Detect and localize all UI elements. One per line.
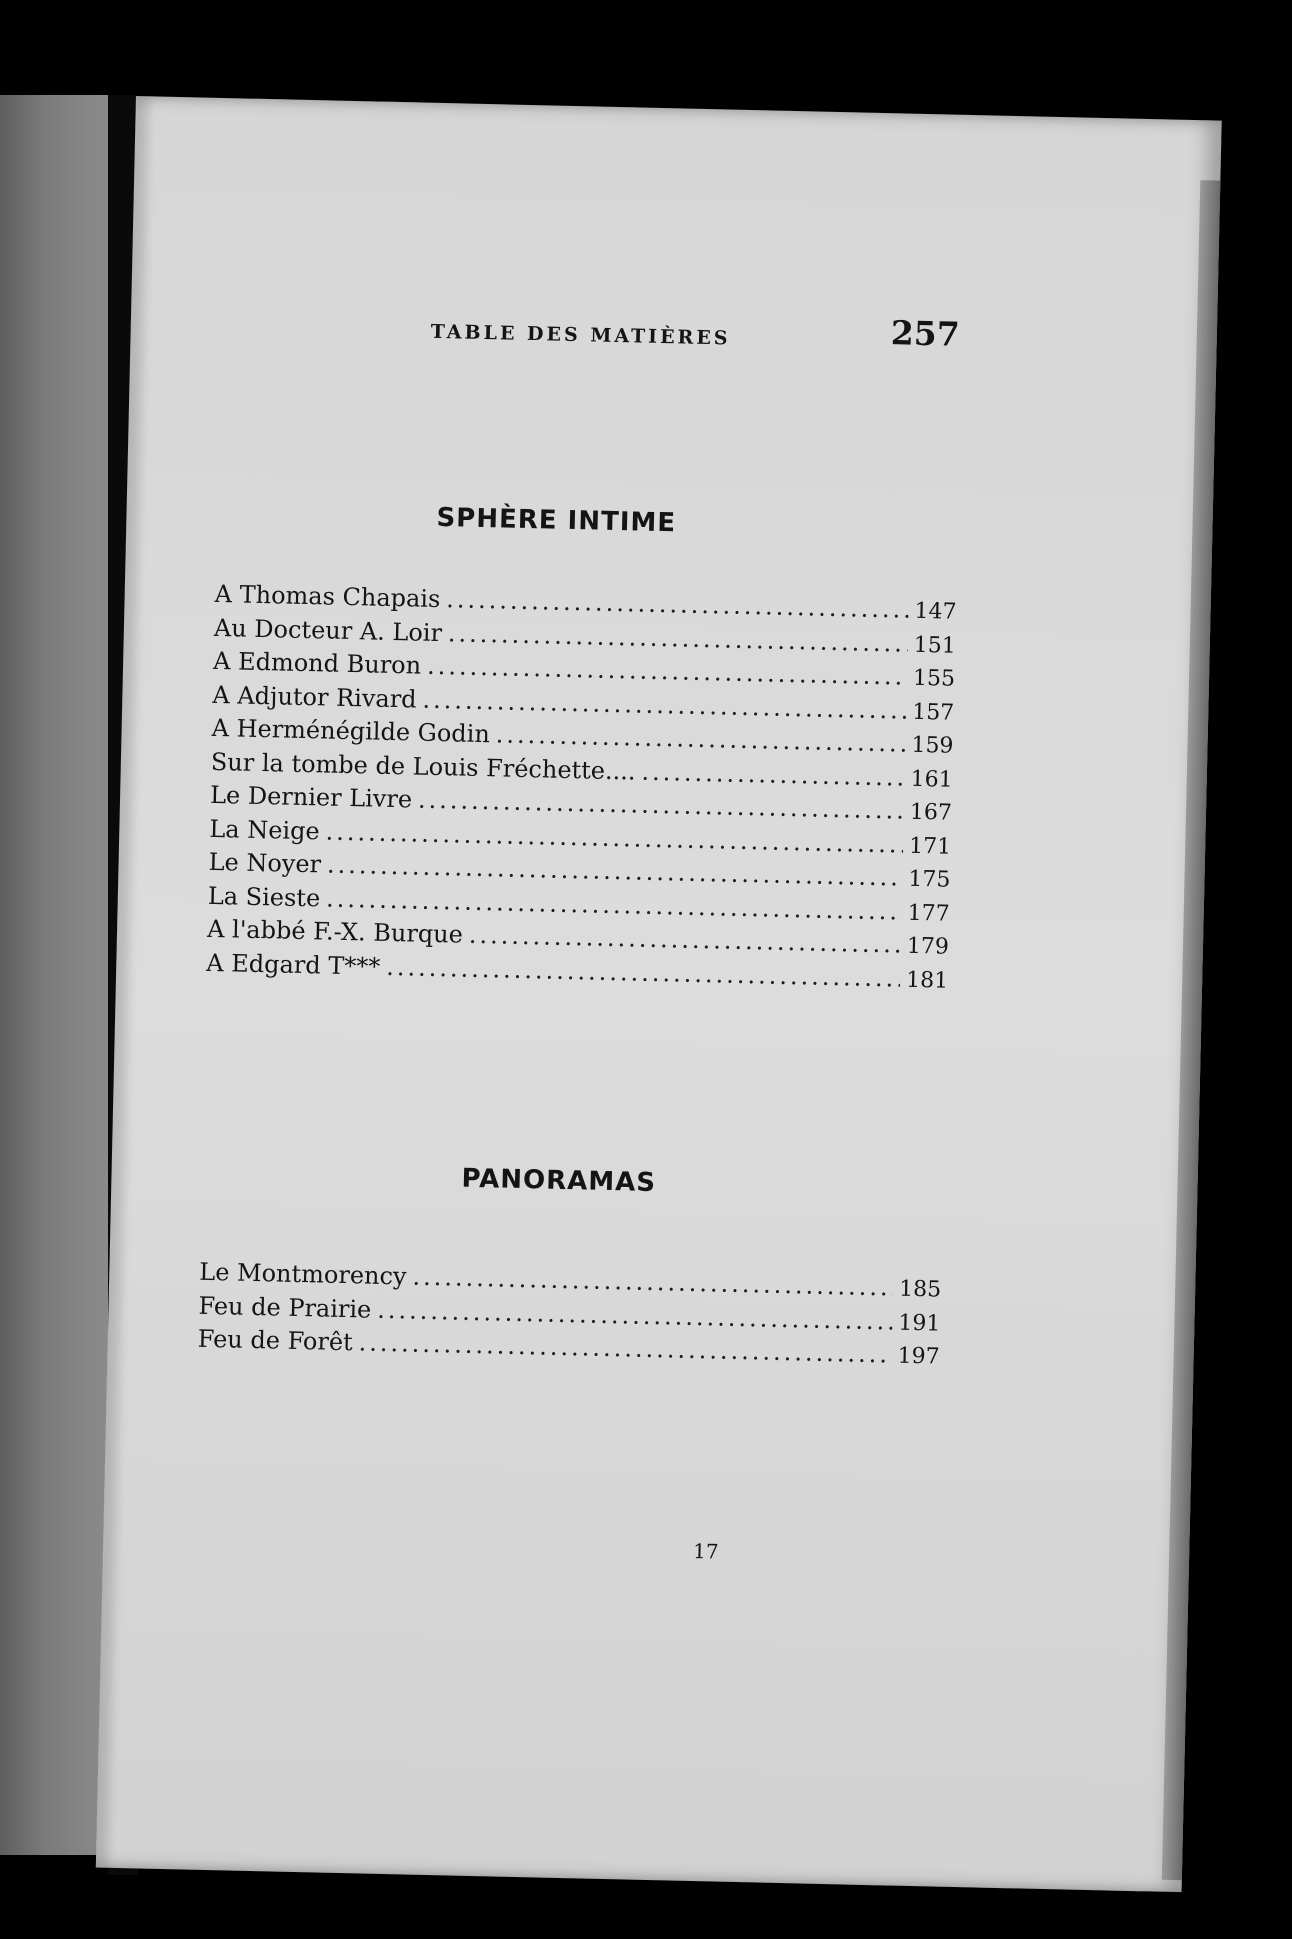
book-page	[96, 96, 1222, 1892]
leader-dots	[641, 757, 905, 791]
toc-list	[206, 580, 975, 999]
toc-entry-page: 157	[911, 699, 955, 726]
toc-entry-title: Sur la tombe de Louis Fréchette....	[210, 747, 636, 786]
page-number: 257	[890, 313, 961, 354]
toc-entry-title: A Edmond Buron	[212, 646, 422, 680]
toc-entry-title: A Edgard T***	[206, 948, 381, 981]
leader-dots	[446, 585, 909, 623]
toc-entry-page: 181	[905, 967, 949, 994]
toc-entry-page: 147	[914, 598, 957, 625]
toc-entry-page: 151	[913, 632, 957, 659]
toc-entry-title: La Sieste	[207, 881, 321, 912]
toc-entry-title: Le Montmorency	[199, 1257, 407, 1291]
toc-entry-title: A Thomas Chapais	[214, 579, 441, 614]
toc-entry-page: 161	[910, 766, 953, 793]
toc-entry-title: Au Docteur A. Loir	[213, 613, 443, 647]
toc-entry-title: Le Dernier Livre	[209, 780, 413, 814]
toc-entry-page: 155	[912, 665, 956, 692]
toc-entry-page: 191	[898, 1310, 941, 1337]
section-title: SPHÈRE INTIME	[436, 502, 677, 539]
toc-entry-page: 179	[906, 933, 950, 960]
toc-entry-page: 175	[908, 866, 951, 893]
toc-entry-page: 171	[908, 833, 952, 860]
leader-dots	[412, 1263, 893, 1302]
running-title: TABLE DES MATIÈRES	[430, 320, 731, 350]
toc-entry-title: A Herménégilde Godin	[211, 713, 491, 749]
signature-mark: 17	[692, 1539, 719, 1564]
toc-entry-title: Le Noyer	[208, 847, 322, 879]
toc-entry-page: 185	[898, 1276, 942, 1303]
section-title: PANORAMAS	[461, 1163, 657, 1199]
toc-entry-title: A l'abbé F.-X. Burque	[206, 914, 464, 949]
toc-entry-page: 167	[909, 799, 953, 826]
toc-list	[197, 1258, 959, 1376]
toc-entry-page: 177	[907, 900, 950, 927]
toc-entry-title: Feu de Prairie	[198, 1291, 372, 1324]
toc-entry-title: Feu de Forêt	[197, 1324, 354, 1357]
adjacent-page	[0, 95, 118, 1855]
toc-entry-title: La Neige	[209, 814, 321, 845]
page-edge	[1162, 180, 1221, 1880]
toc-entry-title: A Adjutor Rivard	[212, 680, 417, 714]
toc-entry-page: 159	[911, 732, 954, 759]
toc-entry-page: 197	[897, 1343, 940, 1370]
